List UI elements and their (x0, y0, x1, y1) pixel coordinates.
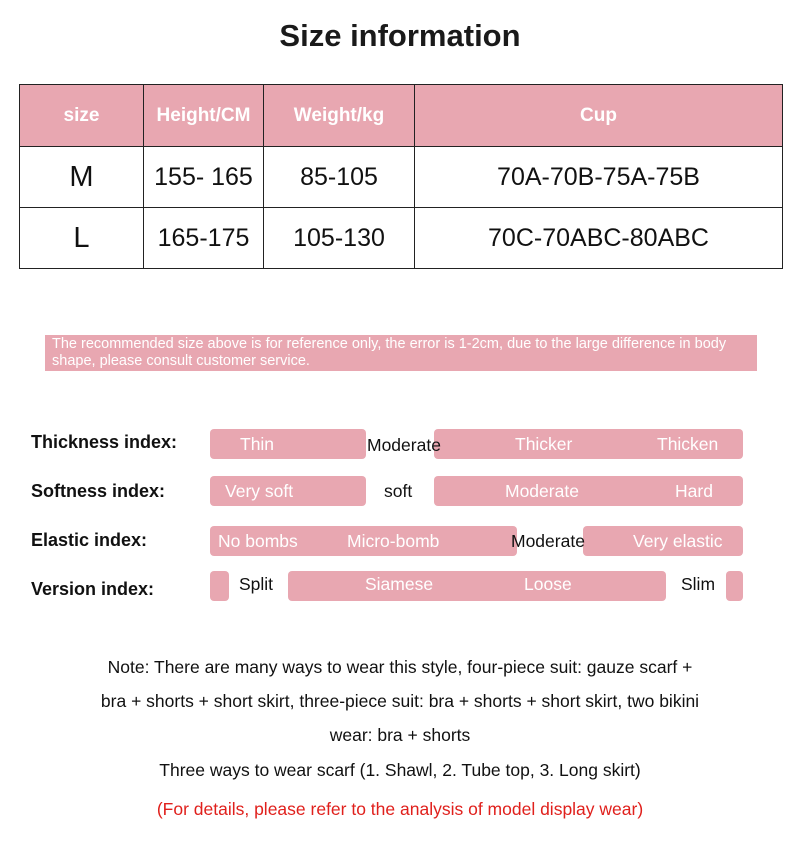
version-index-label: Version index: (31, 579, 155, 599)
version-bar-middle (288, 571, 666, 601)
size-disclaimer: The recommended size above is for reference only, the error is 1-2cm, due to the large difference in body shape, please consult customer service. (45, 335, 757, 371)
softness-option-soft: soft (384, 481, 413, 501)
wear-note-line-3: wear: bra + shorts (329, 725, 471, 745)
wear-note-line-1: Note: There are many ways to wear this style, four-piece suit: gauze scarf + (107, 657, 693, 677)
wear-note-line-2: bra + shorts + short skirt, three-piece suit: bra + shorts + short skirt, two bikini (100, 691, 700, 711)
softness-option-hard: Hard (675, 481, 713, 501)
weight-cell: 105-130 (264, 208, 415, 269)
column-header-weight: Weight/kg (264, 85, 415, 147)
elastic-option-micro-bomb: Micro-bomb (347, 531, 440, 551)
size-cell: L (20, 208, 144, 269)
softness-index-label: Softness index: (31, 481, 166, 501)
softness-option-very-soft: Very soft (225, 481, 294, 501)
column-header-cup: Cup (415, 85, 783, 147)
column-header-size: size (20, 85, 144, 147)
height-cell: 165-175 (144, 208, 264, 269)
thickness-bar-left (210, 429, 366, 459)
weight-cell: 85-105 (264, 147, 415, 208)
thickness-option-thin: Thin (240, 434, 275, 454)
cup-cell: 70C-70ABC-80ABC (415, 208, 783, 269)
column-header-height: Height/CM (144, 85, 264, 147)
thickness-option-thicker: Thicker (515, 434, 573, 454)
cup-cell: 70A-70B-75A-75B (415, 147, 783, 208)
elastic-option-very-elastic: Very elastic (633, 531, 723, 551)
thickness-option-thicken: Thicken (657, 434, 719, 454)
page-title: Size information (279, 18, 521, 53)
table-header-row (20, 85, 783, 147)
size-table (19, 84, 783, 269)
elastic-index-label: Elastic index: (31, 530, 148, 550)
elastic-option-no-bombs: No bombs (218, 531, 298, 551)
table-row (20, 147, 783, 208)
softness-option-moderate: Moderate (505, 481, 579, 501)
version-option-loose: Loose (524, 574, 572, 594)
scarf-note: Three ways to wear scarf (1. Shawl, 2. Tube top, 3. Long skirt) (159, 760, 641, 780)
details-note: (For details, please refer to the analysis of model display wear) (156, 799, 644, 819)
thickness-index-label: Thickness index: (31, 432, 178, 452)
height-cell: 155- 165 (144, 147, 264, 208)
version-bar-right (726, 571, 743, 601)
table-row (20, 208, 783, 269)
size-cell: M (20, 147, 144, 208)
elastic-option-moderate: Moderate (511, 531, 585, 551)
version-option-split: Split (239, 574, 274, 594)
version-option-slim: Slim (681, 574, 716, 594)
version-bar-left (210, 571, 229, 601)
version-option-siamese: Siamese (365, 574, 434, 594)
thickness-option-moderate: Moderate (367, 435, 441, 455)
